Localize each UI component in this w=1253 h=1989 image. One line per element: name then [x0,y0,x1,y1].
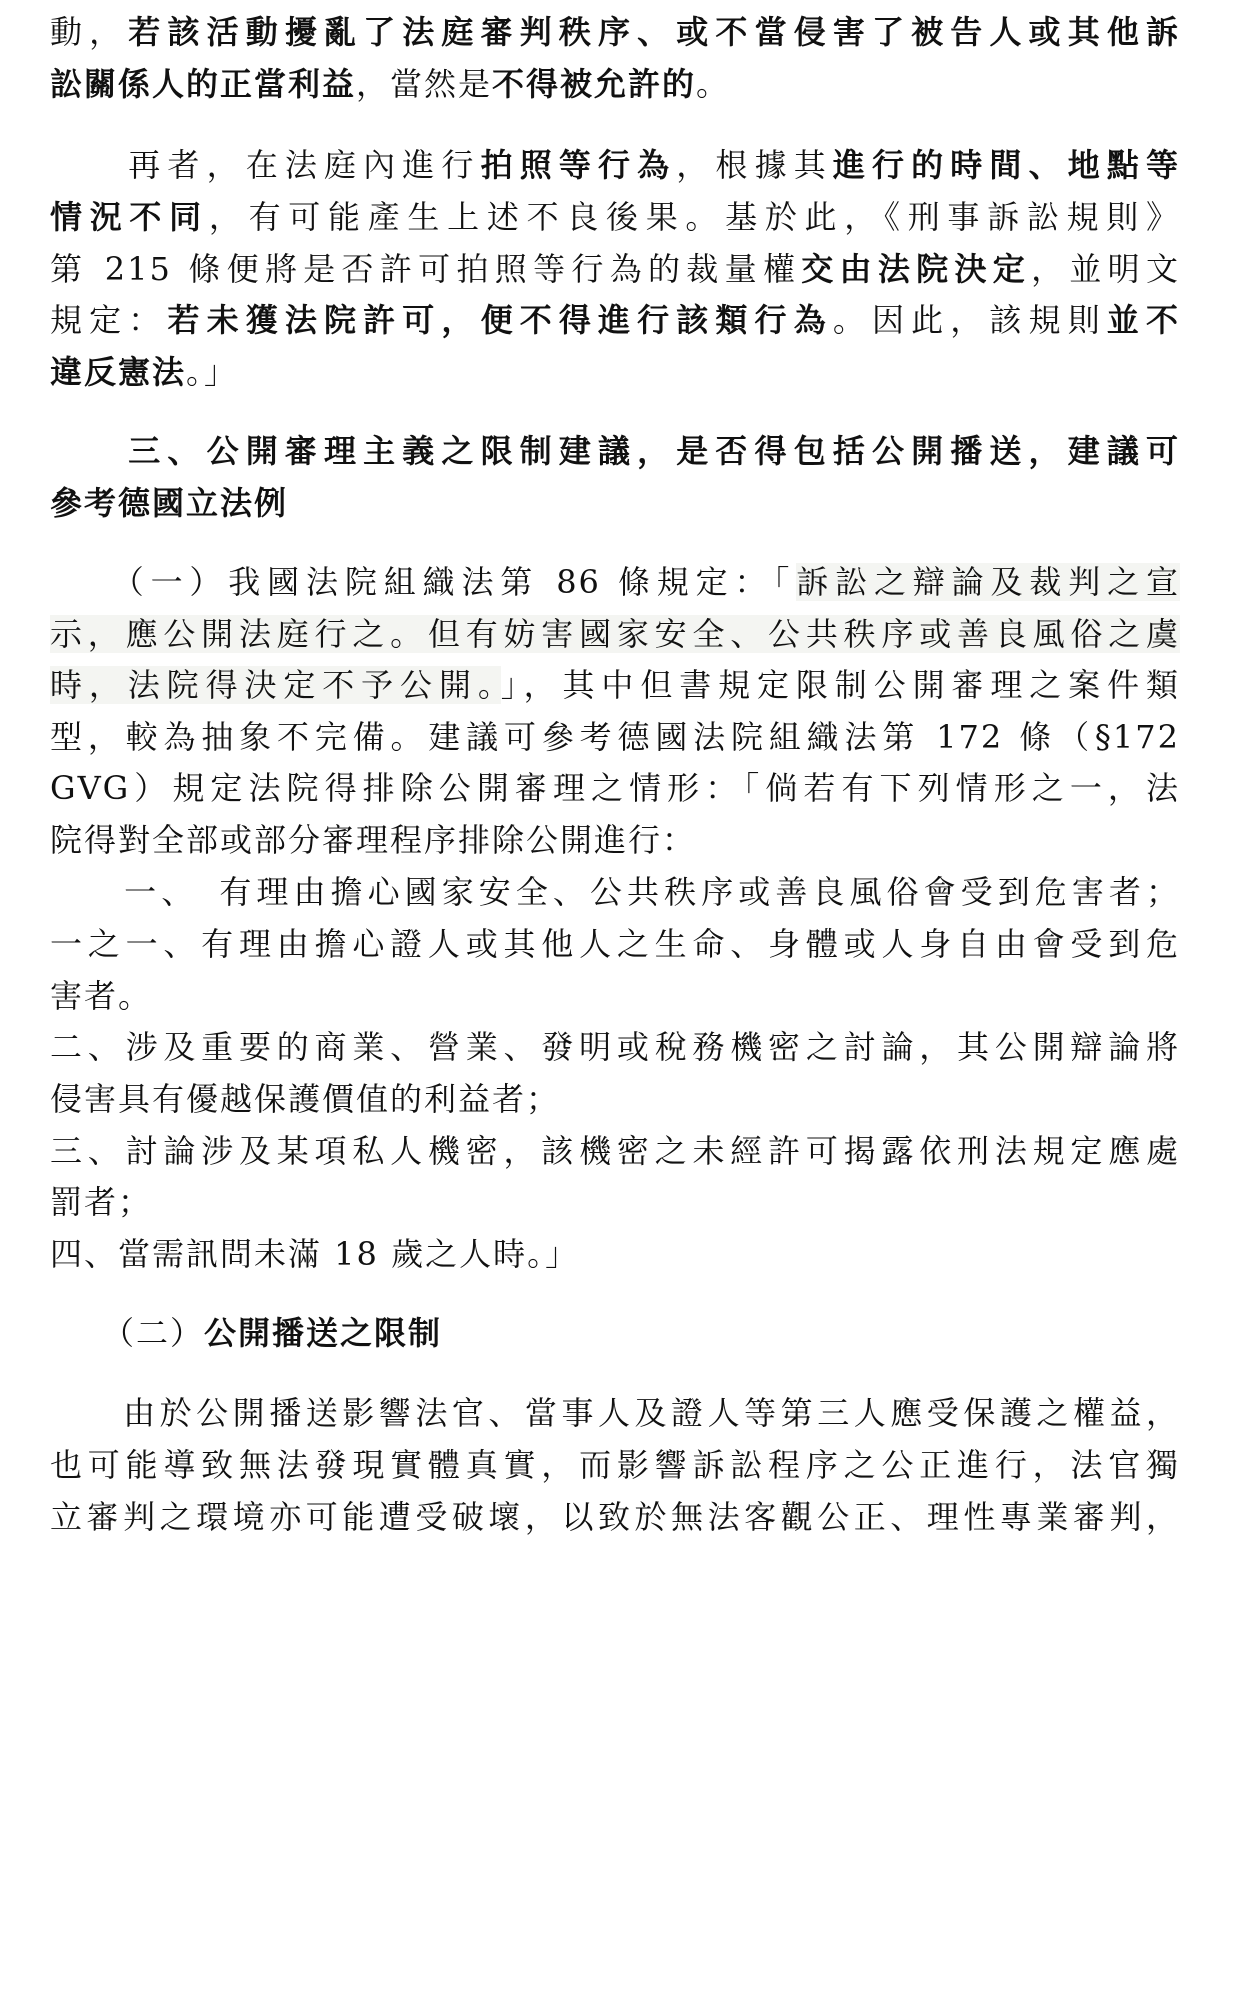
text-segment: （二） [50,1314,205,1352]
text-line [50,872,1180,912]
text-segment: 訴訟之辯論及裁判之宣 [796,563,1180,601]
text-segment: 一、 有理由擔心國家安全、公共秩序或善良風俗會受到危害者； [50,873,1180,911]
text-line [50,249,1180,289]
text-segment: ，根據其 [676,146,833,184]
text-segment: 動， [50,13,129,51]
text-line [50,1079,560,1119]
bold-text: 交由法院決定 [801,250,1032,288]
text-segment: 再者，在法庭內進行 [50,146,481,184]
text-segment: 規定： [50,301,168,339]
text-line [50,976,152,1016]
text-segment: 型，較為抽象不完備。建議可參考德國法院組織法第 172 條（§172 [50,718,1180,756]
text-segment: ，有可能產生上述不良後果。基於此，《刑事訴訟規則》 [208,198,1180,236]
text-segment: 三、討論涉及某項私人機密，該機密之未經許可揭露依刑法規定應處 [50,1132,1180,1170]
text-segment: 二、涉及重要的商業、營業、發明或稅務機密之討論，其公開辯論將 [50,1028,1180,1066]
text-segment: ，並明文 [1031,250,1180,288]
text-segment: 。 [696,65,731,103]
text-segment: （一）我國法院組織法第 86 條規定：「 [50,563,797,601]
text-line [50,1131,1180,1171]
text-segment: 四、當需訊問未滿 18 歲之人時。」 [50,1235,580,1273]
text-line [50,665,1180,705]
text-line [50,717,1180,757]
text-line [50,1313,442,1353]
text-line [50,614,1180,654]
text-line [50,1393,1180,1433]
text-segment: 第 215 條便將是否許可拍照等行為的裁量權 [50,250,802,288]
text-line [50,352,238,392]
text-segment: 」，其中但書規定限制公開審理之案件類 [500,666,1180,704]
text-line [50,1234,579,1274]
bold-text: 情況不同 [50,198,209,236]
bold-text: 若未獲法院許可，便不得進行該類行為 [167,301,833,339]
text-line [50,924,1180,964]
bold-text: 不得被允許的 [492,65,697,103]
bold-text: 訟關係人的正當利益 [50,65,357,103]
text-segment: 。因此，該規則 [832,301,1107,339]
text-line [50,300,1180,340]
text-line [50,64,730,104]
text-segment: 示，應公開法庭行之。但有妨害國家安全、公共秩序或善良風俗之虞 [50,615,1180,653]
bold-text: 並不 [1106,301,1180,339]
text-line [50,562,1180,602]
text-line [50,1027,1180,1067]
bold-text: 違反憲法 [50,353,187,391]
text-segment: 一之一、有理由擔心證人或其他人之生命、身體或人身自由會受到危 [50,925,1180,963]
text-line [50,1182,152,1222]
bold-text: 若該活動擾亂了法庭審判秩序、或不當侵害了被告人或其他訴 [128,13,1180,51]
text-segment: 侵害具有優越保護價值的利益者； [50,1080,561,1118]
text-segment: GVG）規定法院得排除公開審理之情形：「倘若有下列情形之一，法 [50,769,1180,807]
text-segment: 時，法院得決定不予公開。 [50,666,501,704]
text-segment: 。」 [186,353,239,391]
text-segment: 也可能導致無法發現實體真實，而影響訴訟程序之公正進行，法官獨 [50,1446,1180,1484]
text-line [50,768,1180,808]
text-line [50,12,1180,52]
text-line [50,820,696,860]
text-segment: 由於公開播送影響法官、當事人及證人等第三人應受保護之權益， [50,1394,1180,1432]
text-segment: 院得對全部或部分審理程序排除公開進行： [50,821,697,859]
text-segment: 立審判之環境亦可能遭受破壞，以致於無法客觀公正、理性專業審判， [50,1498,1180,1536]
text-line [50,431,1180,471]
text-line [50,483,288,523]
text-segment: 罰者； [50,1183,153,1221]
text-line [50,197,1180,237]
text-line [50,1497,1180,1537]
bold-text: 三、公開審理主義之限制建議，是否得包括公開播送，建議可 [50,432,1180,470]
bold-text: 拍照等行為 [480,146,677,184]
bold-text: 參考德國立法例 [50,484,289,522]
bold-text: 進行的時間、地點等 [832,146,1180,184]
text-line [50,1445,1180,1485]
bold-text: 公開播送之限制 [204,1314,443,1352]
text-segment: ，當然是 [356,65,493,103]
text-segment: 害者。 [50,977,153,1015]
text-line [50,145,1180,185]
